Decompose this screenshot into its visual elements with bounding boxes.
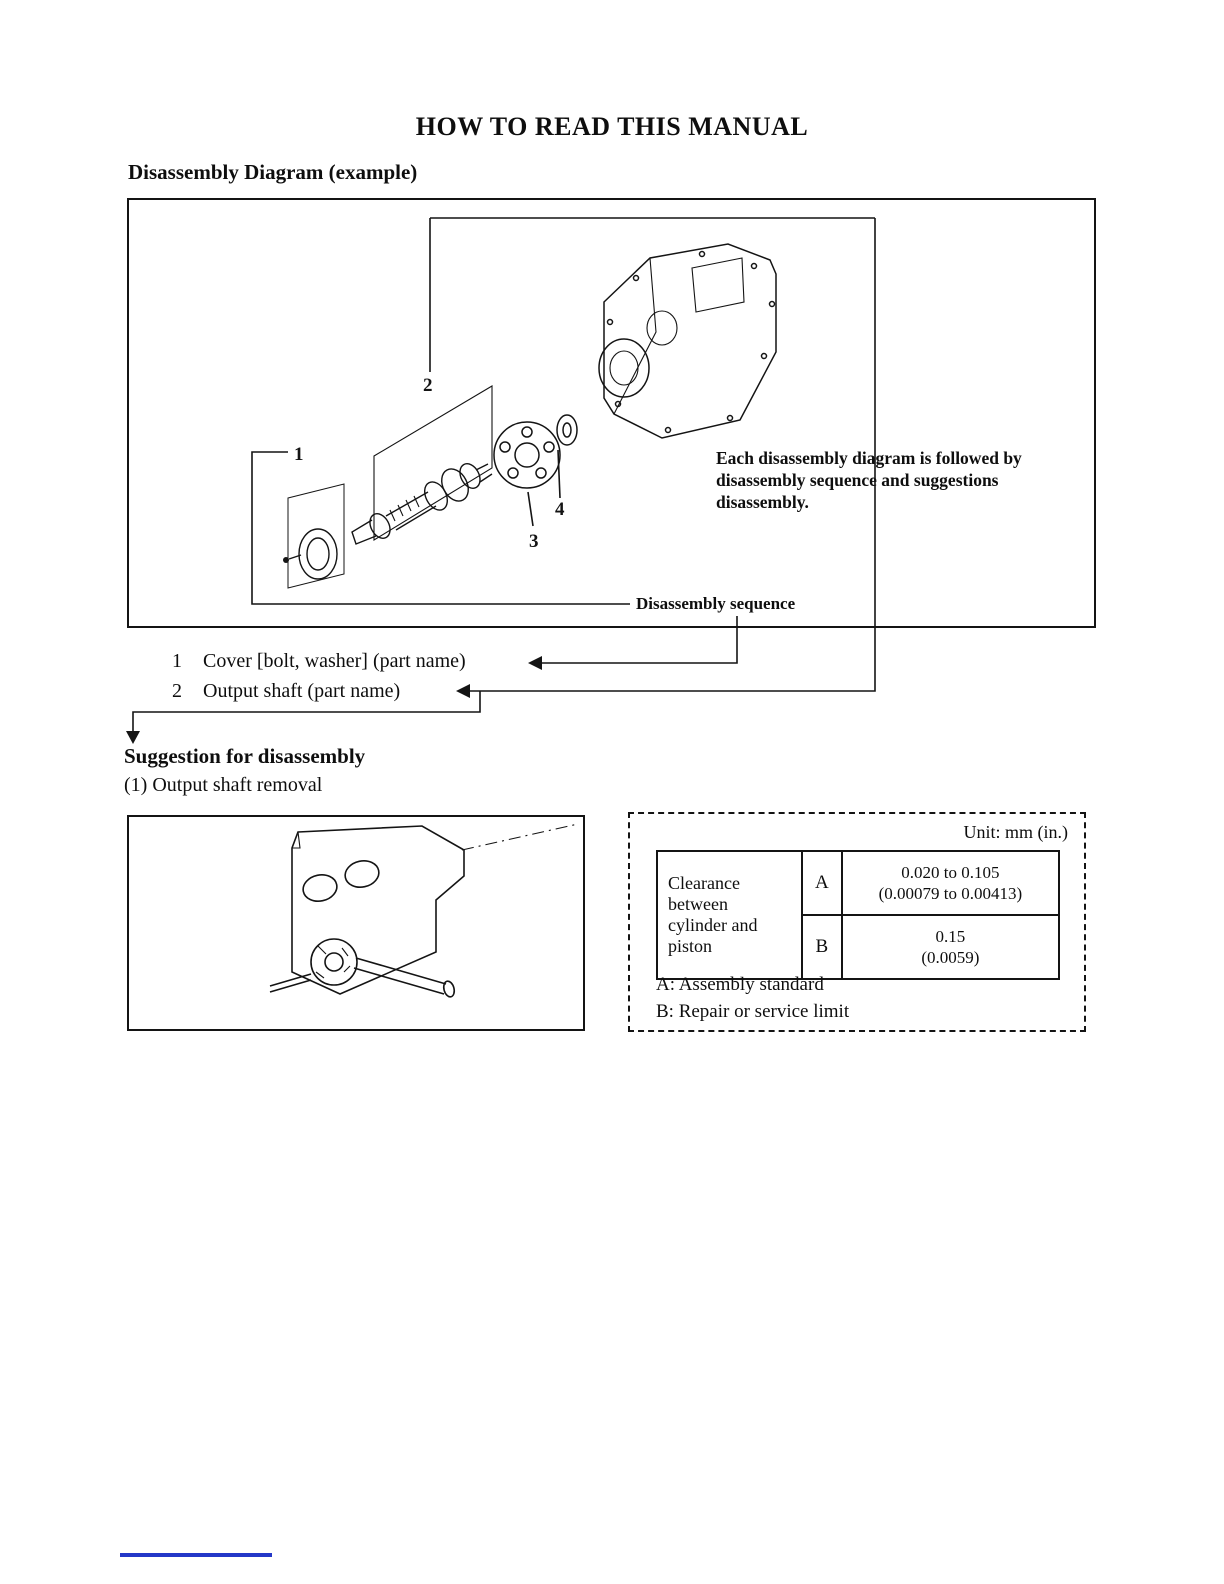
suggestion-step: (1) Output shaft removal bbox=[124, 774, 323, 796]
part-number: 2 bbox=[172, 680, 182, 702]
spec-value-b-line2: (0.0059) bbox=[921, 948, 980, 967]
disassembly-diagram-frame bbox=[127, 198, 1096, 628]
output-shaft-removal-panel bbox=[127, 815, 585, 1031]
spec-value-b bbox=[842, 915, 1059, 979]
spec-value-a-line2: (0.00079 to 0.00413) bbox=[878, 884, 1023, 903]
footer-rule bbox=[120, 1553, 272, 1557]
spec-value-a bbox=[842, 851, 1059, 915]
callout-1: 1 bbox=[294, 444, 304, 465]
callout-4: 4 bbox=[555, 499, 565, 520]
diagram-note: Each disassembly diagram is followed by disassembly sequence and suggestions disassembly. bbox=[716, 448, 1022, 513]
clearance-spec-panel bbox=[628, 812, 1086, 1032]
parts-list-item bbox=[165, 650, 585, 673]
spec-key-a: A bbox=[802, 851, 842, 915]
unit-label: Unit: mm (in.) bbox=[963, 822, 1068, 842]
page-title: HOW TO READ THIS MANUAL bbox=[415, 112, 809, 141]
spec-value-a-line1: 0.020 to 0.105 bbox=[901, 862, 1000, 882]
callout-3: 3 bbox=[529, 531, 539, 552]
part-name: Cover [bolt, washer] (part name) bbox=[203, 650, 466, 672]
spec-value-b-line1: 0.15 bbox=[935, 926, 966, 946]
spec-row-label: Clearance between cylinder and piston bbox=[657, 851, 802, 979]
legend-assembly-standard: A: Assembly standard bbox=[656, 974, 824, 995]
parts-list bbox=[165, 650, 585, 710]
disassembly-sequence-label: Disassembly sequence bbox=[636, 594, 796, 613]
legend-repair-limit: B: Repair or service limit bbox=[656, 1001, 850, 1022]
parts-list-item bbox=[165, 680, 585, 703]
spec-key-b: B bbox=[802, 915, 842, 979]
callout-2: 2 bbox=[423, 375, 433, 396]
part-name: Output shaft (part name) bbox=[203, 680, 401, 702]
suggestion-heading: Suggestion for disassembly bbox=[124, 744, 366, 768]
diagram-section-heading: Disassembly Diagram (example) bbox=[128, 160, 418, 184]
spec-row-a bbox=[657, 851, 1059, 915]
clearance-spec-table bbox=[656, 850, 1060, 980]
part-number: 1 bbox=[172, 650, 182, 672]
